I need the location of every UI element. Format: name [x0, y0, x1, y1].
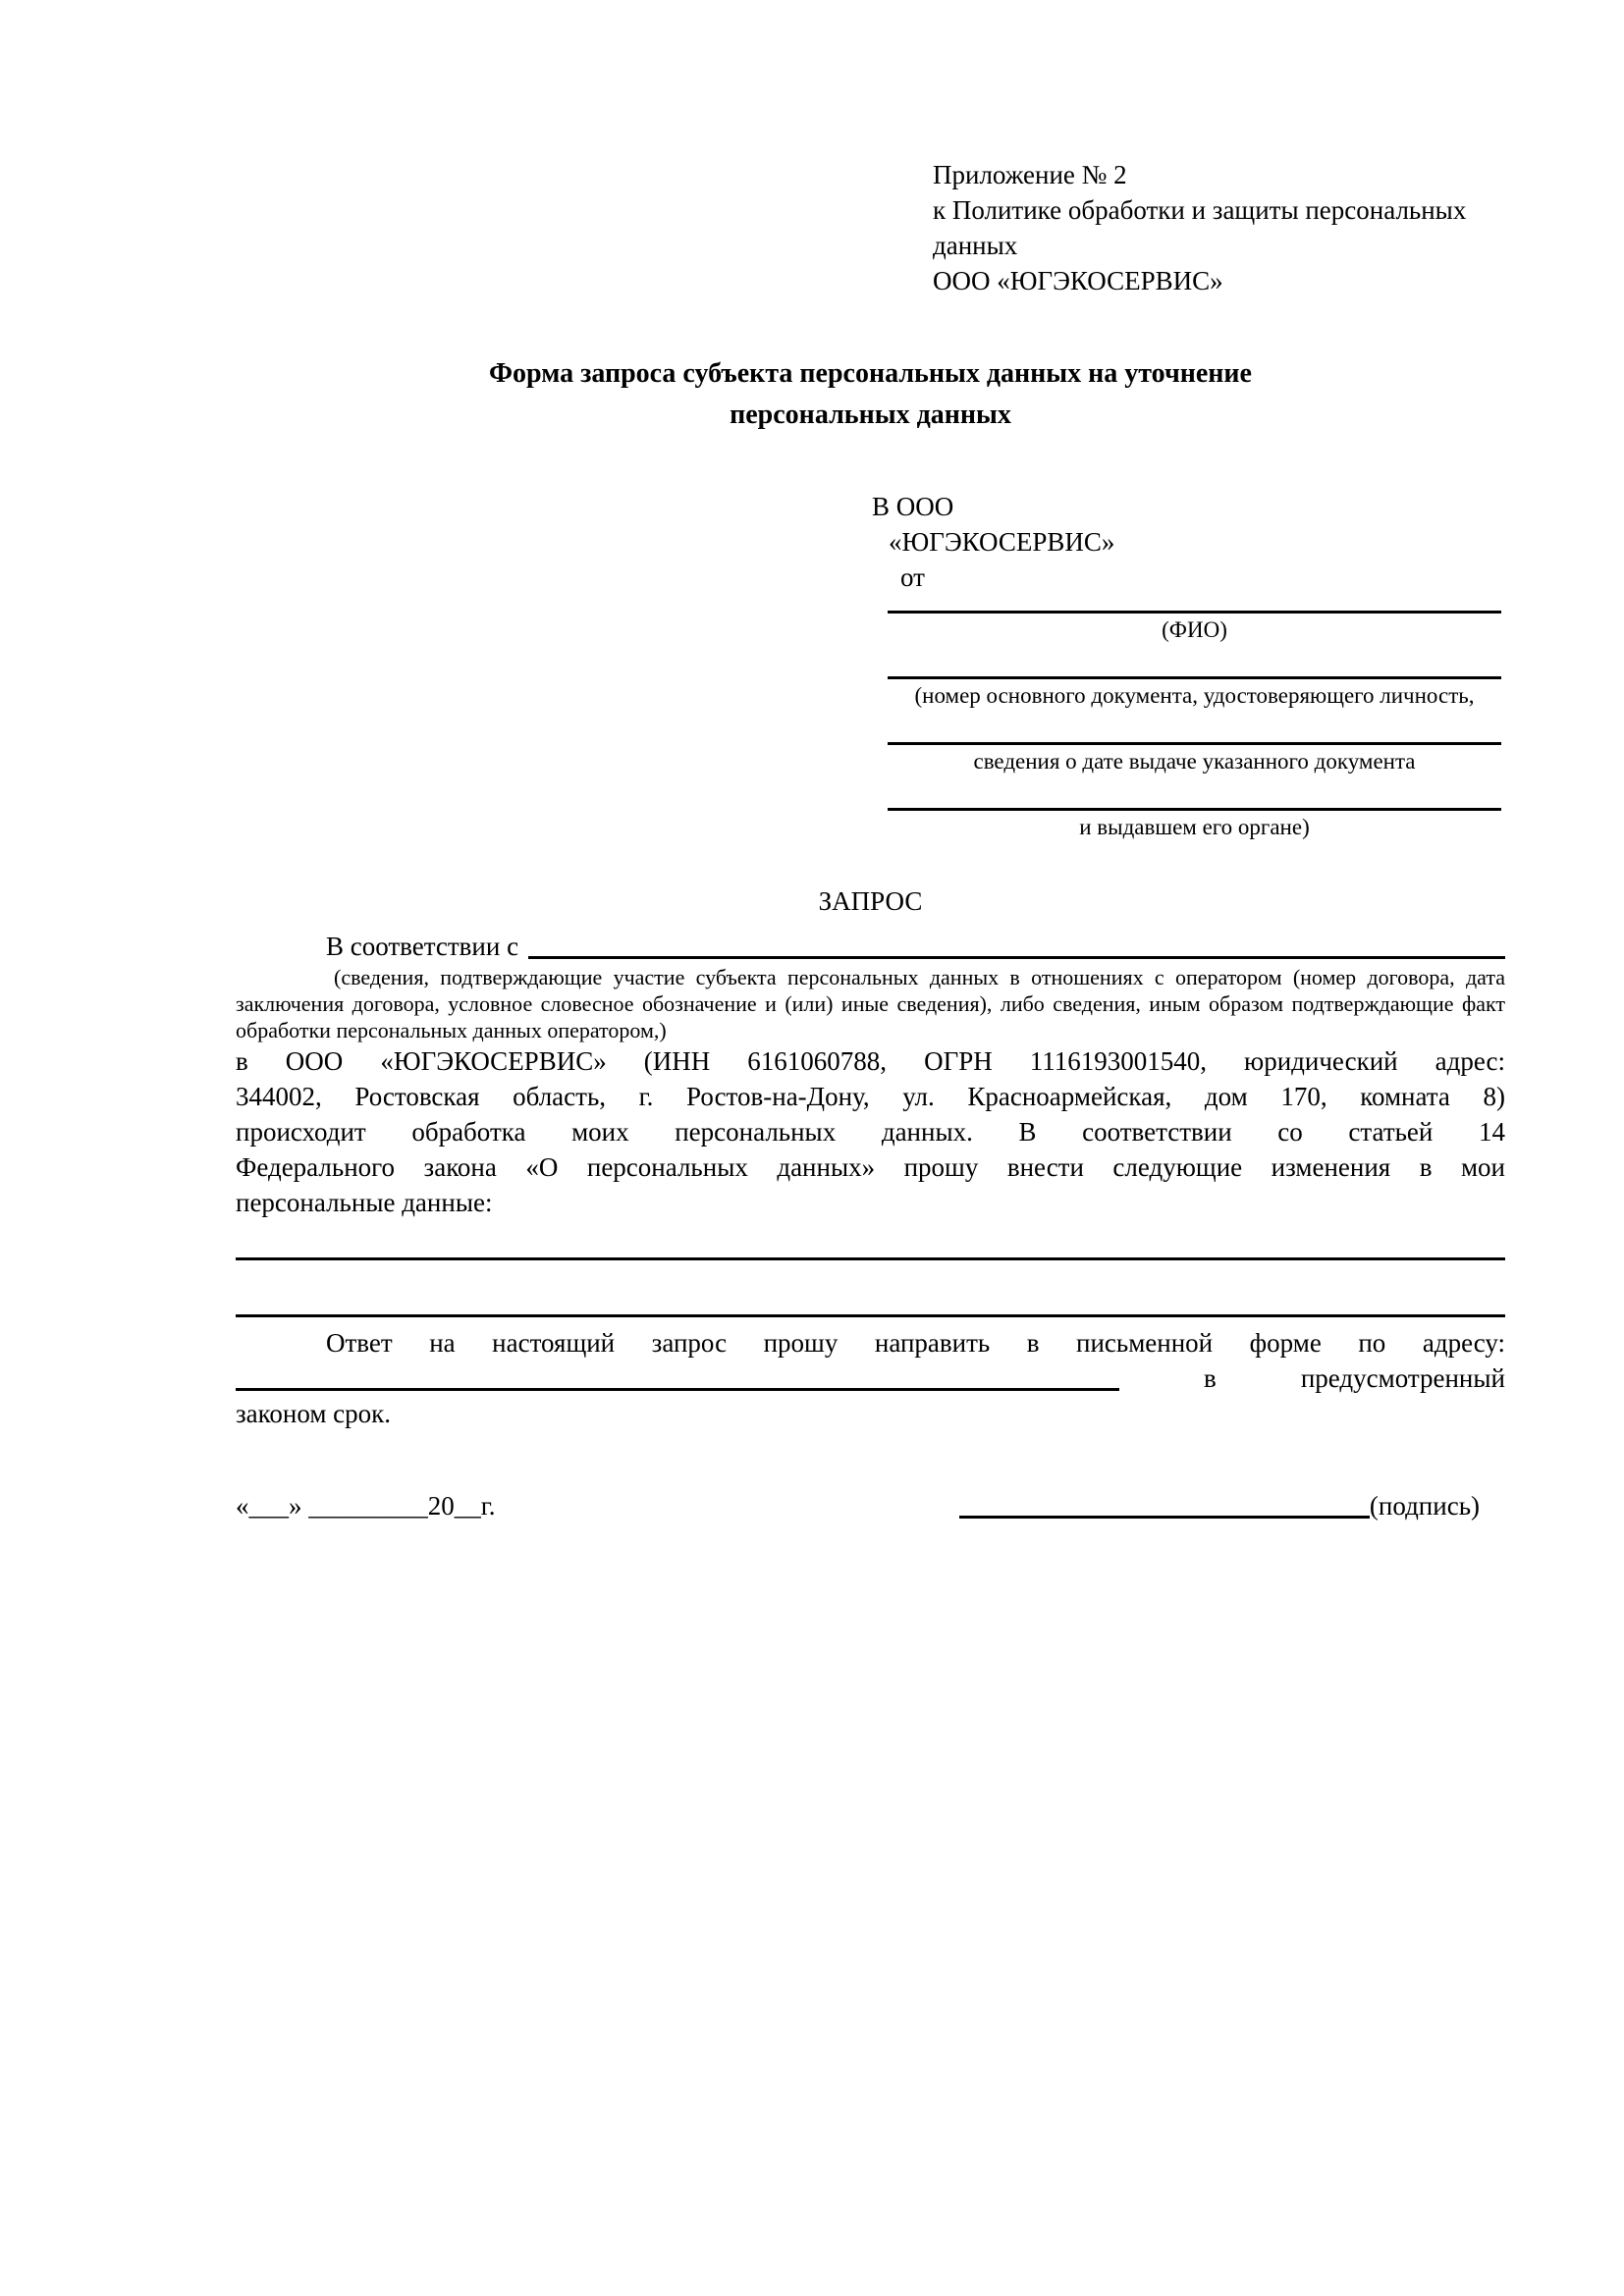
addressee-field — [888, 808, 1501, 840]
field-caption: (ФИО) — [1162, 617, 1227, 642]
document-content — [236, 0, 1505, 1523]
blank-fill-line — [888, 611, 1501, 614]
appendix-line: данных — [933, 231, 1018, 260]
intro-row — [236, 929, 1505, 964]
body-paragraph-line: происходит обработка моих персональных данных. В соответствии со статьей 14 — [236, 1117, 1505, 1147]
blank-fill-line — [888, 742, 1501, 745]
body-paragraph — [236, 1043, 1505, 1220]
blank-fill-line — [888, 676, 1501, 679]
address-blank-line — [236, 1388, 1119, 1391]
changes-blank-line-1 — [236, 1257, 1505, 1260]
page-title-line: персональных данных — [730, 400, 1011, 430]
body-paragraph-line: 344002, Ростовская область, г. Ростов-на-Дону, ул. Красноармейская, дом 170, комната 8) — [236, 1082, 1505, 1111]
addressee-from-label: от — [900, 562, 925, 592]
fine-print-note — [236, 964, 1505, 1043]
field-caption: и выдавшем его органе) — [1079, 815, 1310, 839]
addressee-org: «ЮГЭКОСЕРВИС» — [889, 527, 1115, 557]
date-signature-row — [236, 1488, 1505, 1523]
fine-print-line: обработки персональных данных оператором,) — [236, 1018, 667, 1042]
intro-blank-line — [528, 956, 1505, 959]
addressee-field — [888, 676, 1501, 709]
body-paragraph-line: Федерального закона «О персональных данных» прошу внести следующие изменения в мои — [236, 1152, 1505, 1182]
body-paragraph-line: персональные данные: — [236, 1188, 493, 1217]
appendix-block — [933, 157, 1505, 298]
reply-closing-line: законом срок. — [236, 1399, 392, 1428]
signature-caption: (подпись) — [1369, 1491, 1480, 1521]
appendix-line: ООО «ЮГЭКОСЕРВИС» — [933, 266, 1223, 295]
addressee-block — [872, 489, 1505, 595]
field-caption: сведения о дате выдаче указанного документа — [973, 749, 1416, 774]
reply-address-row — [236, 1361, 1505, 1396]
addressee-to: В ООО — [872, 492, 954, 521]
request-heading: ЗАПРОС — [818, 886, 923, 916]
addressee-fields — [888, 611, 1501, 840]
page-title — [236, 353, 1505, 436]
intro-label: В соответствии с — [326, 932, 519, 961]
reply-request-line: Ответ на настоящий запрос прошу направить в письменной форме по адресу: — [326, 1328, 1505, 1358]
reply-word-v: в — [1204, 1363, 1217, 1393]
appendix-line: Приложение № 2 — [933, 160, 1127, 189]
field-caption: (номер основного документа, удостоверяющего личность, — [914, 683, 1475, 708]
appendix-line: к Политике обработки и защиты персональных — [933, 195, 1467, 225]
fine-print-line: заключения договора, условное словесное обозначение и (или) иные сведения), либо сведения, иным образом подтверждающие факт — [236, 991, 1505, 1016]
page-title-line: Форма запроса субъекта персональных данных на уточнение — [489, 358, 1252, 389]
signature-blank-line — [959, 1516, 1370, 1519]
addressee-field — [888, 611, 1501, 643]
blank-fill-line — [888, 808, 1501, 811]
body-paragraph-line: в ООО «ЮГЭКОСЕРВИС» (ИНН 6161060788, ОГРН 1116193001540, юридический адрес: — [236, 1046, 1505, 1076]
addressee-field — [888, 742, 1501, 774]
date-blank-text: «___» _________20__г. — [236, 1491, 496, 1521]
changes-blank-line-2 — [236, 1314, 1505, 1317]
fine-print-line: (сведения, подтверждающие участие субъекта персональных данных в отношениях с оператором (номер договора, дата — [334, 965, 1505, 989]
signature-group — [959, 1488, 1480, 1523]
reply-word-predusmotrenny: предусмотренный — [1300, 1363, 1505, 1393]
